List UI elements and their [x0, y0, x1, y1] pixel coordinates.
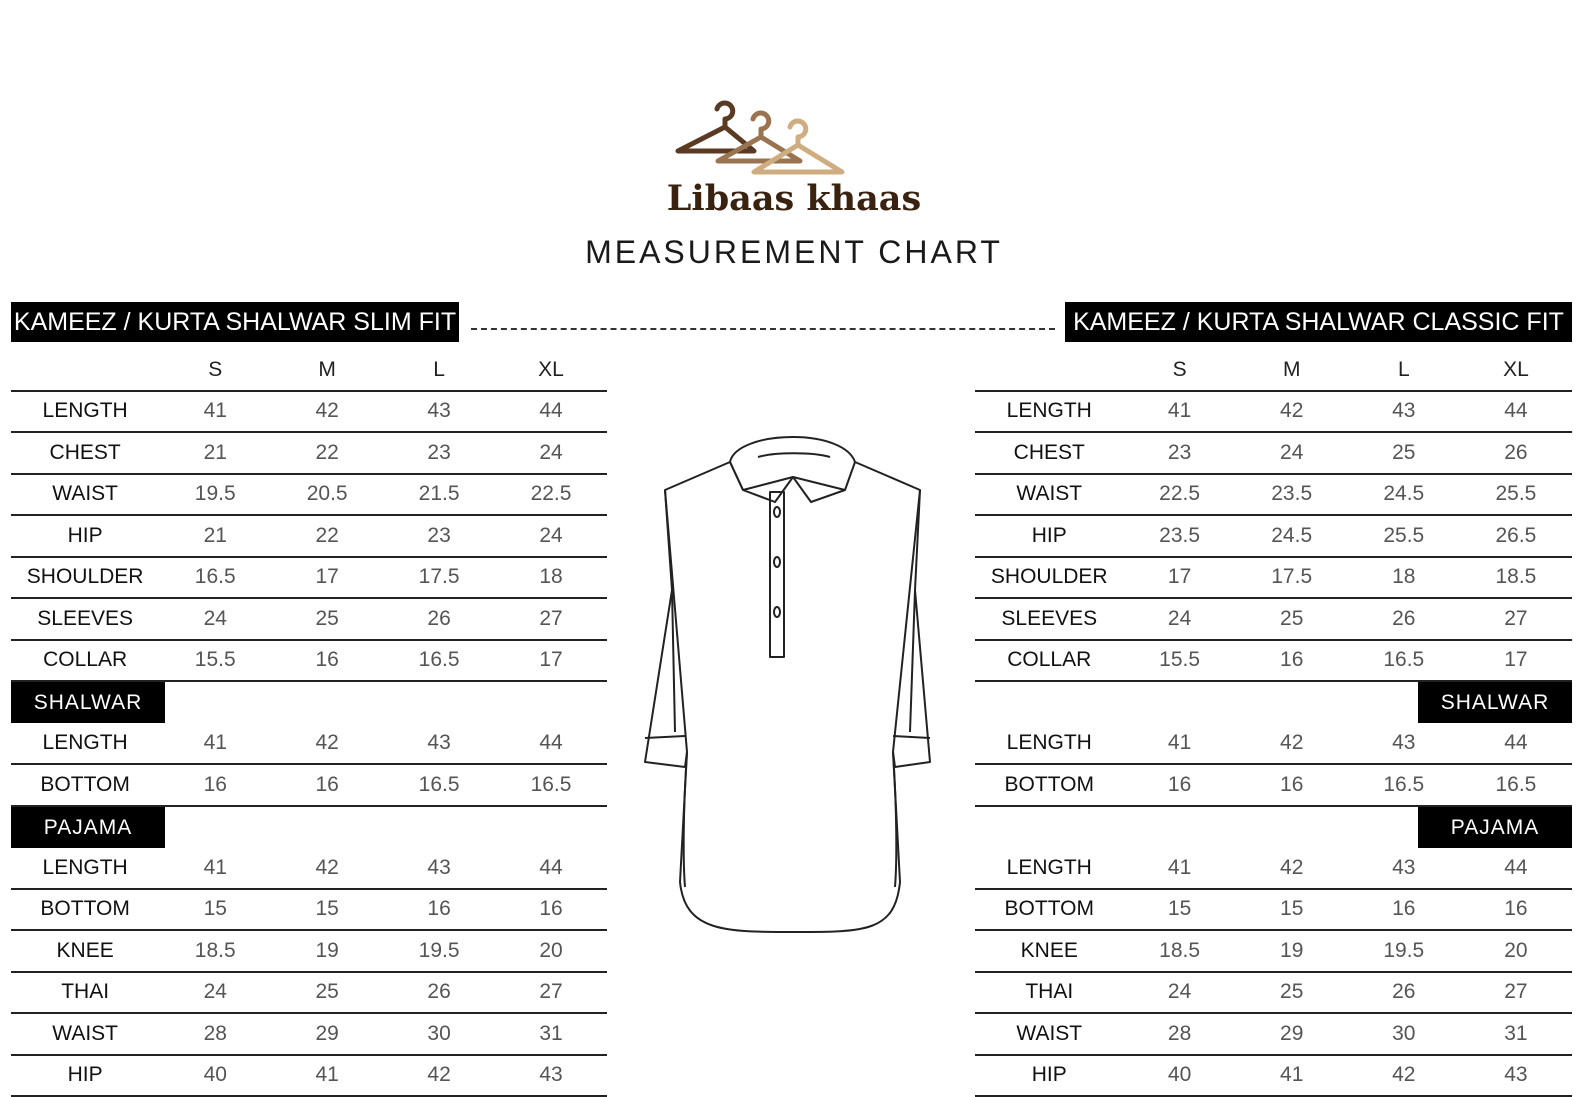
- pajama-section-row: [975, 807, 1572, 849]
- measurement-value: 27: [495, 980, 607, 1004]
- measurement-value: 44: [1460, 399, 1572, 423]
- row-label: KNEE: [11, 939, 159, 963]
- table-row: [975, 890, 1572, 932]
- measurement-value: 16.5: [1348, 648, 1460, 672]
- measurement-value: 16: [383, 897, 495, 921]
- measurement-value: 15: [159, 897, 271, 921]
- measurement-value: 40: [1124, 1063, 1236, 1087]
- measurement-value: 16.5: [383, 773, 495, 797]
- row-label: COLLAR: [11, 648, 159, 672]
- measurement-value: 29: [271, 1022, 383, 1046]
- measurement-value: 23: [1124, 441, 1236, 465]
- measurement-value: 25: [1348, 441, 1460, 465]
- measurement-value: 43: [383, 399, 495, 423]
- measurement-value: 17: [495, 648, 607, 672]
- measurement-value: 15: [271, 897, 383, 921]
- measurement-value: 19.5: [1348, 939, 1460, 963]
- size-label: XL: [1460, 358, 1572, 382]
- measurement-value: 41: [1124, 731, 1236, 755]
- measurement-value: 23.5: [1236, 482, 1348, 506]
- measurement-value: 41: [1124, 399, 1236, 423]
- table-row: [11, 392, 607, 434]
- size-label: S: [159, 358, 271, 382]
- measurement-value: 26.5: [1460, 524, 1572, 548]
- measurement-value: 40: [159, 1063, 271, 1087]
- measurement-value: 31: [1460, 1022, 1572, 1046]
- shalwar-section-row: [975, 682, 1572, 724]
- table-row: [11, 765, 607, 807]
- shalwar-heading: SHALWAR: [1418, 682, 1572, 723]
- measurement-value: 26: [383, 607, 495, 631]
- measurement-value: 41: [159, 856, 271, 880]
- measurement-value: 24: [1124, 607, 1236, 631]
- measurement-value: 23.5: [1124, 524, 1236, 548]
- row-label: THAI: [975, 980, 1124, 1004]
- row-label: BOTTOM: [975, 897, 1124, 921]
- table-row: [975, 475, 1572, 517]
- table-row: [975, 724, 1572, 766]
- measurement-value: 19: [1236, 939, 1348, 963]
- row-label: CHEST: [11, 441, 159, 465]
- row-label: LENGTH: [975, 856, 1124, 880]
- row-label: WAIST: [11, 482, 159, 506]
- measurement-value: 26: [1348, 980, 1460, 1004]
- row-label: LENGTH: [975, 399, 1124, 423]
- measurement-value: 16.5: [159, 565, 271, 589]
- row-label: SHOULDER: [11, 565, 159, 589]
- dashed-divider: [471, 328, 1055, 330]
- measurement-value: 24: [1236, 441, 1348, 465]
- pajama-heading: PAJAMA: [1418, 807, 1572, 848]
- measurement-value: 24: [159, 607, 271, 631]
- pajama-heading: PAJAMA: [11, 807, 165, 848]
- table-row: [11, 599, 607, 641]
- measurement-value: 43: [383, 731, 495, 755]
- measurement-value: 21.5: [383, 482, 495, 506]
- measurement-value: 25: [271, 980, 383, 1004]
- table-row: [975, 1014, 1572, 1056]
- row-label: THAI: [11, 980, 159, 1004]
- measurement-value: 42: [271, 731, 383, 755]
- measurement-value: 44: [495, 856, 607, 880]
- measurement-value: 19.5: [159, 482, 271, 506]
- measurement-value: 44: [495, 399, 607, 423]
- measurement-value: 23: [383, 524, 495, 548]
- measurement-value: 16: [271, 773, 383, 797]
- measurement-value: 16: [1460, 897, 1572, 921]
- measurement-value: 25.5: [1460, 482, 1572, 506]
- measurement-value: 20: [495, 939, 607, 963]
- table-row: [975, 973, 1572, 1015]
- measurement-value: 23: [383, 441, 495, 465]
- table-row: [11, 973, 607, 1015]
- measurement-value: 42: [271, 399, 383, 423]
- table-row: [975, 1056, 1572, 1097]
- measurement-value: 27: [495, 607, 607, 631]
- measurement-value: 16: [1124, 773, 1236, 797]
- measurement-value: 15: [1236, 897, 1348, 921]
- measurement-value: 43: [495, 1063, 607, 1087]
- table-row: [11, 558, 607, 600]
- table-row: [11, 1014, 607, 1056]
- measurement-value: 25: [1236, 607, 1348, 631]
- measurement-value: 26: [1460, 441, 1572, 465]
- measurement-value: 43: [1348, 399, 1460, 423]
- size-label: M: [1236, 358, 1348, 382]
- measurement-value: 15.5: [159, 648, 271, 672]
- pajama-section-row: [11, 807, 607, 849]
- size-header-row: [975, 350, 1572, 392]
- row-label: WAIST: [975, 482, 1124, 506]
- measurement-value: 19.5: [383, 939, 495, 963]
- row-label: LENGTH: [11, 399, 159, 423]
- row-label: BOTTOM: [11, 897, 159, 921]
- measurement-value: 17.5: [1236, 565, 1348, 589]
- measurement-value: 30: [1348, 1022, 1460, 1046]
- row-label: SLEEVES: [11, 607, 159, 631]
- row-label: LENGTH: [975, 731, 1124, 755]
- slim-fit-heading: KAMEEZ / KURTA SHALWAR SLIM FIT: [11, 302, 459, 342]
- measurement-value: 43: [383, 856, 495, 880]
- measurement-value: 28: [1124, 1022, 1236, 1046]
- size-label: L: [383, 358, 495, 382]
- measurement-value: 42: [271, 856, 383, 880]
- measurement-value: 28: [159, 1022, 271, 1046]
- measurement-value: 42: [1236, 856, 1348, 880]
- measurement-value: 22: [271, 441, 383, 465]
- row-label: HIP: [975, 1063, 1124, 1087]
- classic-fit-table: [975, 350, 1572, 1097]
- brand-name: Libaas khaas: [0, 178, 1588, 219]
- measurement-value: 16: [495, 897, 607, 921]
- measurement-value: 20: [1460, 939, 1572, 963]
- measurement-value: 30: [383, 1022, 495, 1046]
- measurement-value: 25.5: [1348, 524, 1460, 548]
- measurement-value: 18.5: [1124, 939, 1236, 963]
- measurement-value: 15.5: [1124, 648, 1236, 672]
- measurement-value: 25: [271, 607, 383, 631]
- measurement-value: 17.5: [383, 565, 495, 589]
- measurement-value: 44: [1460, 731, 1572, 755]
- kurta-illustration: [625, 432, 955, 952]
- table-row: [975, 392, 1572, 434]
- measurement-value: 16.5: [1460, 773, 1572, 797]
- size-label: L: [1348, 358, 1460, 382]
- row-label: CHEST: [975, 441, 1124, 465]
- measurement-value: 16: [1348, 897, 1460, 921]
- measurement-value: 43: [1348, 731, 1460, 755]
- measurement-value: 42: [1236, 731, 1348, 755]
- measurement-value: 31: [495, 1022, 607, 1046]
- row-label: LENGTH: [11, 731, 159, 755]
- measurement-value: 43: [1348, 856, 1460, 880]
- measurement-value: 27: [1460, 607, 1572, 631]
- table-row: [975, 848, 1572, 890]
- measurement-value: 22.5: [1124, 482, 1236, 506]
- measurement-value: 29: [1236, 1022, 1348, 1046]
- measurement-value: 24: [159, 980, 271, 1004]
- measurement-value: 22: [271, 524, 383, 548]
- size-label: M: [271, 358, 383, 382]
- table-row: [11, 641, 607, 683]
- measurement-value: 41: [271, 1063, 383, 1087]
- measurement-value: 41: [159, 399, 271, 423]
- table-row: [975, 931, 1572, 973]
- measurement-value: 16.5: [1348, 773, 1460, 797]
- row-label: COLLAR: [975, 648, 1124, 672]
- measurement-value: 16: [1236, 648, 1348, 672]
- row-label: HIP: [11, 524, 159, 548]
- measurement-value: 17: [1460, 648, 1572, 672]
- slim-fit-table: [11, 350, 607, 1097]
- table-row: [975, 641, 1572, 683]
- measurement-value: 16: [159, 773, 271, 797]
- measurement-value: 42: [383, 1063, 495, 1087]
- measurement-value: 20.5: [271, 482, 383, 506]
- row-label: BOTTOM: [11, 773, 159, 797]
- size-header-row: [11, 350, 607, 392]
- row-label: SHOULDER: [975, 565, 1124, 589]
- measurement-value: 41: [159, 731, 271, 755]
- measurement-value: 24: [495, 441, 607, 465]
- measurement-value: 16.5: [495, 773, 607, 797]
- table-row: [11, 724, 607, 766]
- table-row: [11, 516, 607, 558]
- measurement-value: 16: [1236, 773, 1348, 797]
- row-label: WAIST: [975, 1022, 1124, 1046]
- measurement-value: 41: [1236, 1063, 1348, 1087]
- measurement-value: 16.5: [383, 648, 495, 672]
- measurement-value: 25: [1236, 980, 1348, 1004]
- measurement-value: 22.5: [495, 482, 607, 506]
- row-label: HIP: [11, 1063, 159, 1087]
- measurement-value: 21: [159, 441, 271, 465]
- measurement-value: 18: [495, 565, 607, 589]
- measurement-value: 15: [1124, 897, 1236, 921]
- measurement-value: 42: [1348, 1063, 1460, 1087]
- measurement-value: 43: [1460, 1063, 1572, 1087]
- shalwar-section-row: [11, 682, 607, 724]
- measurement-value: 24.5: [1348, 482, 1460, 506]
- row-label: BOTTOM: [975, 773, 1124, 797]
- measurement-value: 18.5: [159, 939, 271, 963]
- row-label: KNEE: [975, 939, 1124, 963]
- table-row: [11, 475, 607, 517]
- measurement-value: 16: [271, 648, 383, 672]
- measurement-value: 18: [1348, 565, 1460, 589]
- table-row: [11, 890, 607, 932]
- table-row: [975, 765, 1572, 807]
- row-label: SLEEVES: [975, 607, 1124, 631]
- measurement-value: 27: [1460, 980, 1572, 1004]
- size-label: S: [1124, 358, 1236, 382]
- row-label: HIP: [975, 524, 1124, 548]
- measurement-value: 26: [1348, 607, 1460, 631]
- measurement-value: 24: [495, 524, 607, 548]
- measurement-value: 26: [383, 980, 495, 1004]
- measurement-value: 44: [1460, 856, 1572, 880]
- measurement-value: 24.5: [1236, 524, 1348, 548]
- table-row: [11, 848, 607, 890]
- row-label: WAIST: [11, 1022, 159, 1046]
- classic-fit-heading: KAMEEZ / KURTA SHALWAR CLASSIC FIT: [1065, 302, 1572, 342]
- table-row: [11, 1056, 607, 1097]
- measurement-value: 42: [1236, 399, 1348, 423]
- table-row: [11, 931, 607, 973]
- table-row: [975, 433, 1572, 475]
- measurement-value: 17: [271, 565, 383, 589]
- table-row: [975, 558, 1572, 600]
- measurement-value: 44: [495, 731, 607, 755]
- measurement-value: 17: [1124, 565, 1236, 589]
- measurement-value: 21: [159, 524, 271, 548]
- table-row: [11, 433, 607, 475]
- measurement-value: 19: [271, 939, 383, 963]
- measurement-value: 18.5: [1460, 565, 1572, 589]
- page-title: MEASUREMENT CHART: [0, 234, 1588, 271]
- shalwar-heading: SHALWAR: [11, 682, 165, 723]
- table-row: [975, 599, 1572, 641]
- row-label: LENGTH: [11, 856, 159, 880]
- table-row: [975, 516, 1572, 558]
- measurement-value: 41: [1124, 856, 1236, 880]
- size-label: XL: [495, 358, 607, 382]
- measurement-value: 24: [1124, 980, 1236, 1004]
